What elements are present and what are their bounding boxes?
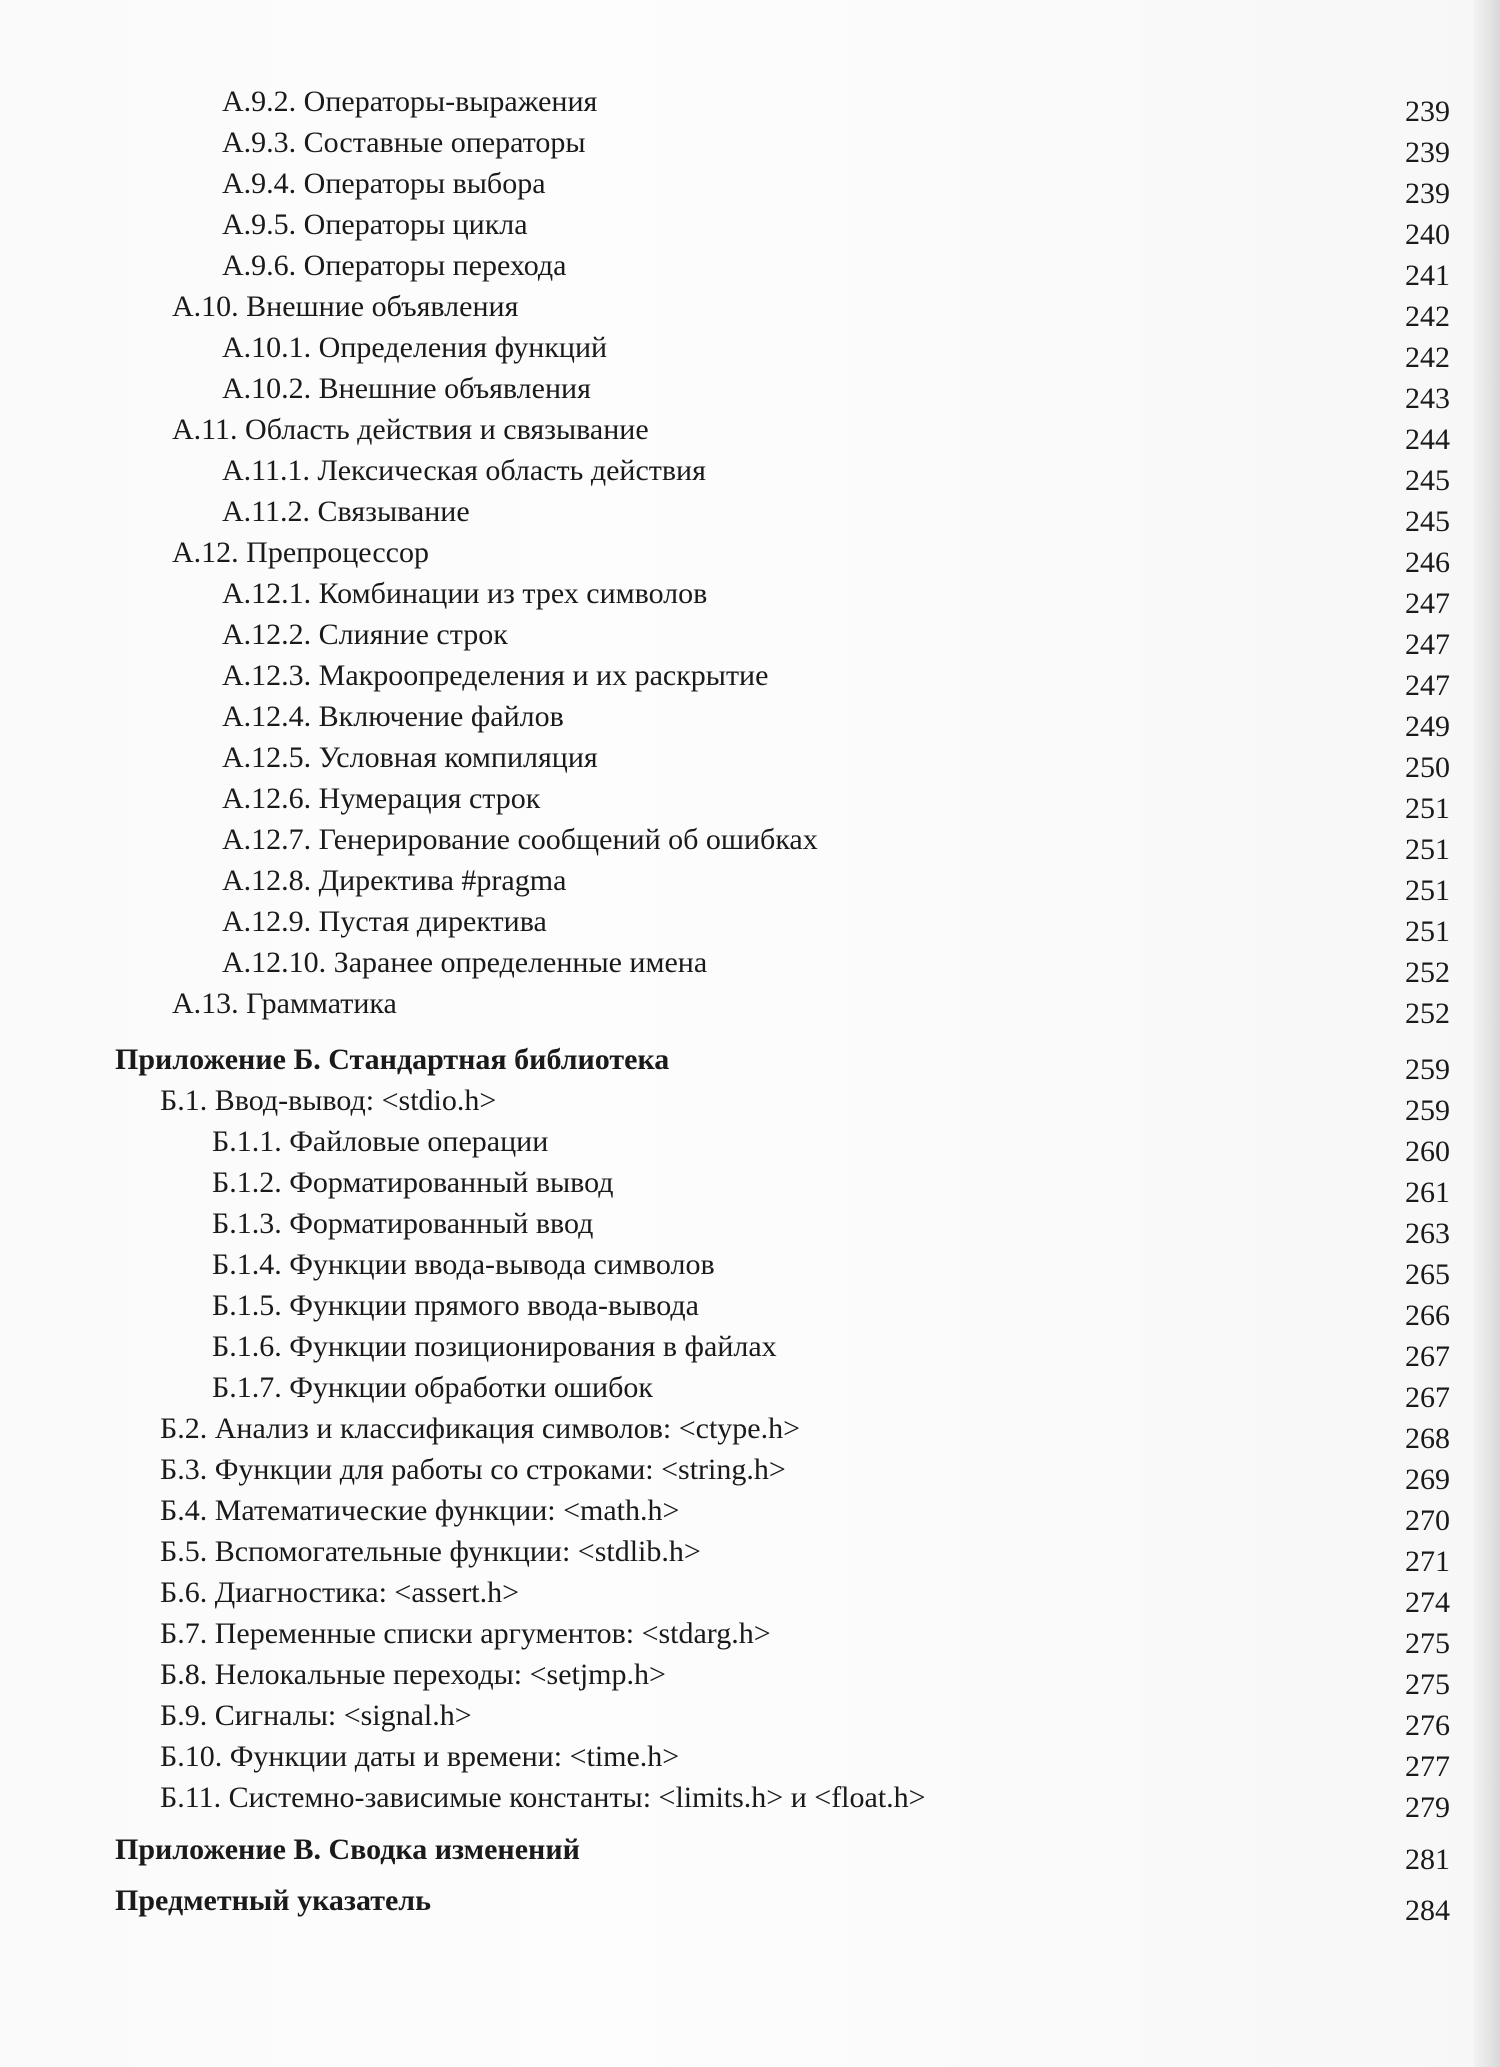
toc-entry [0,328,1500,374]
toc-entry-page: 247 [1405,669,1450,702]
toc-entry [0,1778,1500,1824]
toc-entry-page: 260 [1405,1135,1450,1168]
toc-entry-title: А.9.2. Операторы-выражения [222,85,598,118]
toc-entry-title: Б.7. Переменные списки аргументов: <stdarg.h> [160,1617,771,1650]
toc-entry-title: А.12.8. Директива #pragma [222,864,567,897]
toc-entry-title: А.10.2. Внешние объявления [222,372,591,405]
toc-entry-title: А.11. Область действия и связывание [172,413,649,446]
toc-entry-page: 267 [1405,1381,1450,1414]
toc-entry-page: 245 [1405,464,1450,497]
toc-entry-title: А.9.5. Операторы цикла [222,208,528,241]
toc-entry [0,451,1500,497]
toc-entry-page: 252 [1405,956,1450,989]
toc-entry [0,902,1500,948]
toc-entry-title: А.12.9. Пустая директива [222,905,547,938]
toc-entry [0,369,1500,415]
toc-entry-title: Б.1.1. Файловые операции [212,1125,549,1158]
toc-entry [0,1081,1500,1127]
toc-entry-page: 271 [1405,1545,1450,1578]
toc-entry [0,656,1500,702]
toc-entry-page: 274 [1405,1586,1450,1619]
toc-entry-title: А.10.1. Определения функций [222,331,608,364]
toc-entry-page: 270 [1405,1504,1450,1537]
toc-entry [0,1737,1500,1783]
toc-entry-title: Б.5. Вспомогательные функции: <stdlib.h> [160,1535,701,1568]
toc-entry-page: 241 [1405,259,1450,292]
toc-entry-title: Предметный указатель [115,1884,431,1917]
toc-entry-page: 239 [1405,177,1450,210]
toc-entry-title: Приложение Б. Стандартная библиотека [115,1043,670,1076]
toc-entry-page: 251 [1405,915,1450,948]
toc-entry-page: 247 [1405,628,1450,661]
toc-entry [0,861,1500,907]
toc-entry [0,615,1500,661]
toc-entry-title: Б.9. Сигналы: <signal.h> [160,1699,472,1732]
toc-entry [0,287,1500,333]
toc-entry [0,1122,1500,1168]
toc-entry-title: А.12.5. Условная компиляция [222,741,598,774]
toc-entry-page: 240 [1405,218,1450,251]
toc-entry [0,1655,1500,1701]
toc-entry-title: А.12.1. Комбинации из трех символов [222,577,708,610]
toc-entry [0,1532,1500,1578]
toc-entry-page: 263 [1405,1217,1450,1250]
toc-entry-page: 242 [1405,300,1450,333]
toc-entry-page: 259 [1405,1094,1450,1127]
toc-entry-title: Б.3. Функции для работы со строками: <string.h> [160,1453,786,1486]
toc-entry [0,1409,1500,1455]
toc-entry-page: 251 [1405,792,1450,825]
toc-entry [0,1696,1500,1742]
toc-entry-title: А.9.4. Операторы выбора [222,167,546,200]
toc-entry [0,1204,1500,1250]
toc-chapter [0,1830,1500,1876]
toc-entry-title: Б.1.5. Функции прямого ввода-вывода [212,1289,699,1322]
toc-entry-title: А.12. Препроцессор [172,536,429,569]
toc-entry-title: Б.1.2. Форматированный вывод [212,1166,614,1199]
toc-entry [0,246,1500,292]
toc-entry [0,410,1500,456]
toc-entry-title: Б.10. Функции даты и времени: <time.h> [160,1740,680,1773]
toc-entry-page: 239 [1405,95,1450,128]
toc-entry [0,1491,1500,1537]
toc-entry [0,164,1500,210]
toc-entry-page: 246 [1405,546,1450,579]
toc-entry [0,1286,1500,1332]
toc-entry-title: Б.1.4. Функции ввода-вывода символов [212,1248,715,1281]
toc-entry-title: А.11.2. Связывание [222,495,470,528]
toc-entry [0,697,1500,743]
toc-entry-page: 261 [1405,1176,1450,1209]
toc-entry-page: 242 [1405,341,1450,374]
toc-entry-page: 265 [1405,1258,1450,1291]
toc-entry-title: Б.6. Диагностика: <assert.h> [160,1576,520,1609]
toc-entry [0,1327,1500,1373]
toc-entry-page: 259 [1405,1053,1450,1086]
toc-entry-title: Б.1.3. Форматированный ввод [212,1207,594,1240]
toc-entry-page: 275 [1405,1627,1450,1660]
toc-entry-title: А.10. Внешние объявления [172,290,519,323]
toc-entry-page: 249 [1405,710,1450,743]
toc-entry-page: 251 [1405,833,1450,866]
toc-entry [0,1573,1500,1619]
toc-chapter [0,1881,1500,1927]
toc-entry [0,1368,1500,1414]
toc-entry-page: 250 [1405,751,1450,784]
toc-entry-title: А.9.6. Операторы перехода [222,249,567,282]
toc-entry-page: 277 [1405,1750,1450,1783]
toc-entry-page: 243 [1405,382,1450,415]
toc-entry-title: Приложение В. Сводка изменений [115,1833,580,1866]
toc-entry-page: 245 [1405,505,1450,538]
toc-entry-page: 244 [1405,423,1450,456]
toc-entry-title: Б.4. Математические функции: <math.h> [160,1494,680,1527]
toc-entry [0,533,1500,579]
toc-entry [0,205,1500,251]
toc-entry [0,1163,1500,1209]
toc-entry [0,738,1500,784]
toc-entry-page: 252 [1405,997,1450,1030]
toc-entry-page: 247 [1405,587,1450,620]
toc-entry-page: 284 [1405,1894,1450,1927]
toc-entry [0,820,1500,866]
toc-entry-page: 269 [1405,1463,1450,1496]
toc-entry-title: А.12.4. Включение файлов [222,700,564,733]
toc-entry-title: А.13. Грамматика [172,987,397,1020]
toc-entry-page: 266 [1405,1299,1450,1332]
toc-entry-title: А.9.3. Составные операторы [222,126,586,159]
toc-entry [0,1245,1500,1291]
toc-entry-page: 268 [1405,1422,1450,1455]
toc-entry-title: А.12.3. Макроопределения и их раскрытие [222,659,769,692]
toc-entry [0,1614,1500,1660]
toc-entry-page: 267 [1405,1340,1450,1373]
toc-entry-page: 281 [1405,1843,1450,1876]
toc-entry-title: А.11.1. Лексическая область действия [222,454,706,487]
toc-entry [0,492,1500,538]
toc-entry-title: Б.11. Системно-зависимые константы: <limits.h> и <float.h> [160,1781,926,1814]
toc-entry-title: Б.8. Нелокальные переходы: <setjmp.h> [160,1658,666,1691]
toc-entry [0,984,1500,1030]
toc-entry-page: 251 [1405,874,1450,907]
toc-entry [0,1450,1500,1496]
toc-entry-page: 275 [1405,1668,1450,1701]
toc-entry [0,943,1500,989]
toc-entry-title: Б.1.7. Функции обработки ошибок [212,1371,653,1404]
toc-entry-title: А.12.2. Слияние строк [222,618,508,651]
toc-entry [0,574,1500,620]
toc-entry-title: Б.2. Анализ и классификация символов: <ctype.h> [160,1412,801,1445]
toc-entry [0,779,1500,825]
toc-entry-title: Б.1. Ввод-вывод: <stdio.h> [160,1084,497,1117]
toc-entry [0,82,1500,128]
toc-entry-page: 239 [1405,136,1450,169]
toc-entry-page: 279 [1405,1791,1450,1824]
toc-entry-page: 276 [1405,1709,1450,1742]
toc-chapter [0,1040,1500,1086]
toc-entry [0,123,1500,169]
toc-entry-title: А.12.6. Нумерация строк [222,782,541,815]
toc-entry-title: А.12.7. Генерирование сообщений об ошибках [222,823,818,856]
toc-entry-title: А.12.10. Заранее определенные имена [222,946,708,979]
toc-entry-title: Б.1.6. Функции позиционирования в файлах [212,1330,777,1363]
